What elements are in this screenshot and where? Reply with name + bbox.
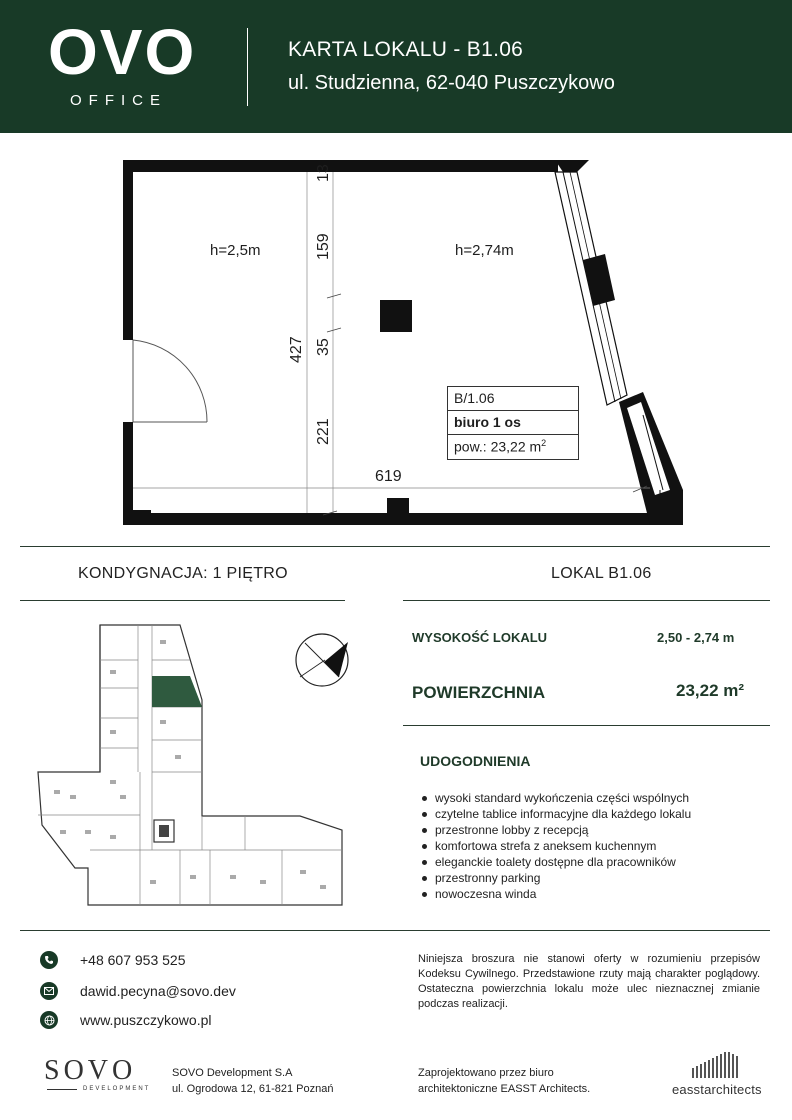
ovo-logo-sub: OFFICE <box>70 92 167 109</box>
height-right-label: h=2,74m <box>455 242 514 259</box>
dim-221: 221 <box>315 418 332 445</box>
dim-13: 13 <box>315 164 332 182</box>
amenity-item: wysoki standard wykończenia części wspólnych <box>418 790 691 806</box>
dim-427: 427 <box>288 336 305 363</box>
unit-area-text: pow.: 23,22 m <box>454 438 542 455</box>
amenity-item: czytelne tablice informacyjne dla każdego lokalu <box>418 806 691 822</box>
easst-logo-mark <box>690 1050 742 1080</box>
mail-icon <box>40 982 58 1000</box>
unit-type: biuro 1 os <box>448 411 578 435</box>
sovo-logo-sub: DEVELOPMENT <box>83 1086 151 1092</box>
amenity-item: przestronny parking <box>418 870 691 886</box>
address: ul. Studzienna, 62-040 Puszczykowo <box>288 72 615 94</box>
unit-id: B/1.06 <box>448 387 578 411</box>
building-key-plan <box>30 620 350 910</box>
unit-info-box <box>447 386 579 460</box>
divider-right-1 <box>403 600 770 601</box>
divider-left <box>20 600 345 601</box>
easst-logo-text: easstarchitects <box>672 1082 762 1097</box>
contact-phone <box>40 951 186 969</box>
page-title: KARTA LOKALU - B1.06 <box>288 38 524 61</box>
key-plan-drawing <box>30 620 350 910</box>
height-left-label: h=2,5m <box>210 242 261 259</box>
dim-35: 35 <box>315 338 332 356</box>
highlighted-unit <box>152 676 202 707</box>
website-link[interactable]: www.puszczykowo.pl <box>80 1012 212 1028</box>
unit-label: LOKAL B1.06 <box>551 565 652 582</box>
divider-right-2 <box>403 725 770 726</box>
amenities-list <box>418 790 691 902</box>
sovo-logo: SOVO <box>44 1055 137 1086</box>
height-label: WYSOKOŚĆ LOKALU <box>412 630 548 645</box>
amenity-item: komfortowa strefa z aneksem kuchennym <box>418 838 691 854</box>
area-value: 23,22 m² <box>676 681 745 700</box>
floor-plan-drawing <box>115 150 695 535</box>
unit-area-sup: 2 <box>541 438 547 448</box>
dim-619: 619 <box>375 468 402 485</box>
unit-area <box>448 435 578 458</box>
company-name: SOVO Development S.A <box>172 1067 293 1079</box>
amenity-item: nowoczesna winda <box>418 886 691 902</box>
architect-line-1: Zaprojektowano przez biuro <box>418 1067 554 1079</box>
header <box>0 0 792 133</box>
amenities-title: UDOGODNIENIA <box>420 753 531 769</box>
floor-plan <box>115 150 695 535</box>
dim-159: 159 <box>315 233 332 260</box>
company-address: ul. Ogrodowa 12, 61-821 Poznań <box>172 1083 334 1095</box>
disclaimer: Niniejsza broszura nie stanowi oferty w rozumieniu przepisów Kodeksu Cywilnego. Przedstawione rzuty mają charakter poglądowy. Ostateczna powierzchnia lokalu może ulec nieznacznej zmianie podczas realizacji. <box>418 953 760 1010</box>
divider-top <box>20 546 770 547</box>
amenity-item: przestronne lobby z recepcją <box>418 822 691 838</box>
phone-link[interactable]: +48 607 953 525 <box>80 952 186 968</box>
phone-icon <box>40 951 58 969</box>
globe-icon <box>40 1011 58 1029</box>
email-link[interactable]: dawid.pecyna@sovo.dev <box>80 983 236 999</box>
ovo-logo: OVO <box>48 16 197 88</box>
contact-email <box>40 982 236 1000</box>
sovo-logo-line <box>47 1089 77 1090</box>
header-divider <box>247 28 248 106</box>
contact-website <box>40 1011 212 1029</box>
architect-line-2: architektoniczne EASST Architects. <box>418 1083 591 1095</box>
height-value: 2,50 - 2,74 m <box>657 630 735 645</box>
amenity-item: eleganckie toalety dostępne dla pracowników <box>418 854 691 870</box>
divider-bottom <box>20 930 770 931</box>
area-label: POWIERZCHNIA <box>412 683 546 702</box>
floor-label: KONDYGNACJA: 1 PIĘTRO <box>78 565 288 582</box>
compass-icon <box>296 634 348 686</box>
